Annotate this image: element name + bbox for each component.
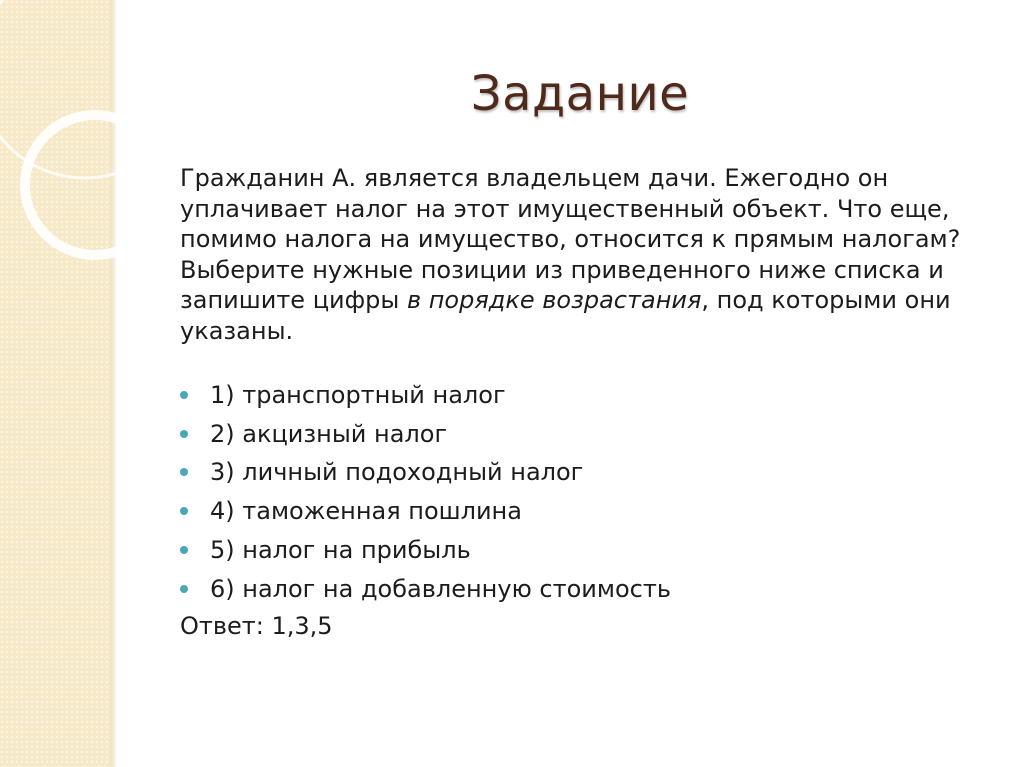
option-text: 3) личный подоходный налог	[210, 458, 584, 487]
list-item	[180, 453, 1000, 492]
slide-body	[180, 163, 1000, 644]
decorative-circle-small	[25, 115, 140, 255]
option-text: 5) налог на прибыль	[210, 535, 471, 564]
decorative-circles	[0, 0, 140, 330]
option-text: 2) акцизный налог	[210, 419, 448, 448]
bullet-dot-icon	[180, 468, 188, 476]
list-item	[180, 531, 1000, 570]
bullet-dot-icon	[180, 391, 188, 399]
task-text-part-1: Гражданин А. является владельцем дачи. Ежегодно он уплачивает налог на этот имущественный объект. Что еще, помимо налога на имущество, относится к прямым налогам? Выберите нужные позиции из приведенного ниже списка и запишите цифры	[180, 164, 961, 314]
slide-title: Задание	[470, 66, 690, 122]
list-item	[180, 492, 1000, 531]
answer-text: Ответ: 1,3,5	[180, 612, 333, 641]
bullet-dot-icon	[180, 585, 188, 593]
task-paragraph	[180, 163, 1000, 346]
option-text: 4) таможенная пошлина	[210, 497, 522, 526]
bullet-dot-icon	[180, 430, 188, 438]
option-text: 6) налог на добавленную стоимость	[210, 574, 671, 603]
options-list	[180, 376, 1000, 608]
list-item	[180, 415, 1000, 454]
decorative-circle-large	[0, 0, 140, 178]
task-text-part-2: , под которыми они указаны.	[180, 286, 951, 345]
list-item	[180, 570, 1000, 609]
list-item	[180, 376, 1000, 415]
bullet-dot-icon	[180, 546, 188, 554]
bullet-dot-icon	[180, 507, 188, 515]
task-text-italic: в порядке возрастания	[406, 286, 702, 314]
option-text: 1) транспортный налог	[210, 381, 506, 409]
